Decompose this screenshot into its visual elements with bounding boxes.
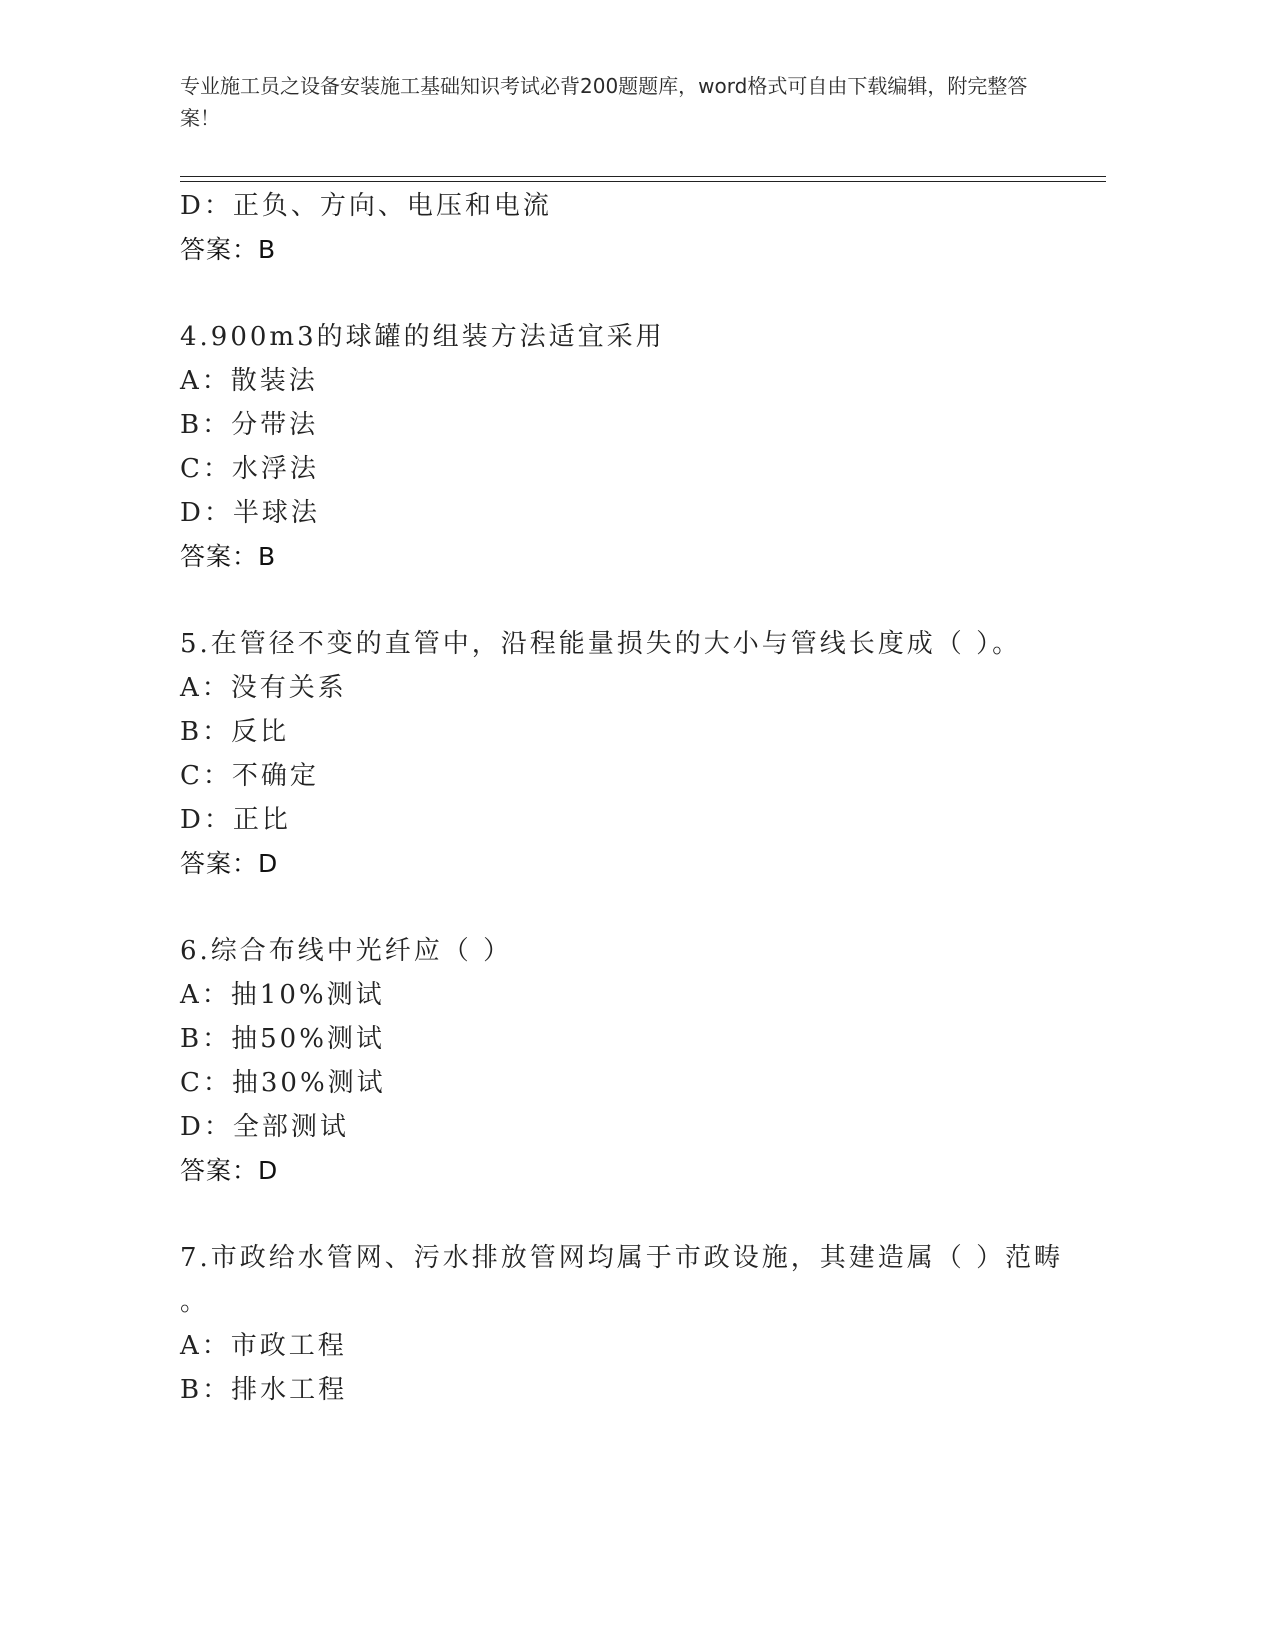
option-b: B：抽50%测试 (180, 1024, 385, 1054)
option-b: B：反比 (180, 717, 290, 747)
answer: 答案：B (180, 235, 277, 264)
option-d: D：正负、方向、电压和电流 (180, 191, 552, 221)
document-header: 专业施工员之设备安装施工基础知识考试必背200题题库，word格式可自由下载编辑，附完整答案！ (180, 74, 1028, 130)
option-a: A：抽10%测试 (180, 980, 385, 1010)
question-stem: 6.综合布线中光纤应（ ） (180, 936, 513, 966)
option-b: B：分带法 (180, 410, 319, 440)
option-a: A：市政工程 (180, 1331, 347, 1361)
answer: 答案：D (180, 1156, 279, 1185)
header-rule-top (180, 176, 1106, 177)
answer: 答案：D (180, 849, 279, 878)
document-body (180, 184, 1064, 1412)
question-stem: 5.在管径不变的直管中，沿程能量损失的大小与管线长度成（ ）。 (180, 629, 1022, 659)
option-d: D：半球法 (180, 498, 320, 528)
question-stem-continuation: 。 (180, 1287, 207, 1317)
option-d: D：全部测试 (180, 1112, 349, 1142)
option-c: C：不确定 (180, 761, 319, 791)
option-a: A：散装法 (180, 366, 318, 396)
option-d: D：正比 (180, 805, 291, 835)
option-a: A：没有关系 (180, 673, 347, 703)
option-b: B：排水工程 (180, 1375, 348, 1405)
option-c: C：抽30%测试 (180, 1068, 386, 1098)
answer: 答案：B (180, 542, 277, 571)
question-stem: 7.市政给水管网、污水排放管网均属于市政设施，其建造属（ ）范畴 (180, 1243, 1064, 1273)
header-rule-bottom (180, 181, 1106, 182)
option-c: C：水浮法 (180, 454, 319, 484)
question-stem: 4.900m3的球罐的组装方法适宜采用 (180, 322, 665, 352)
